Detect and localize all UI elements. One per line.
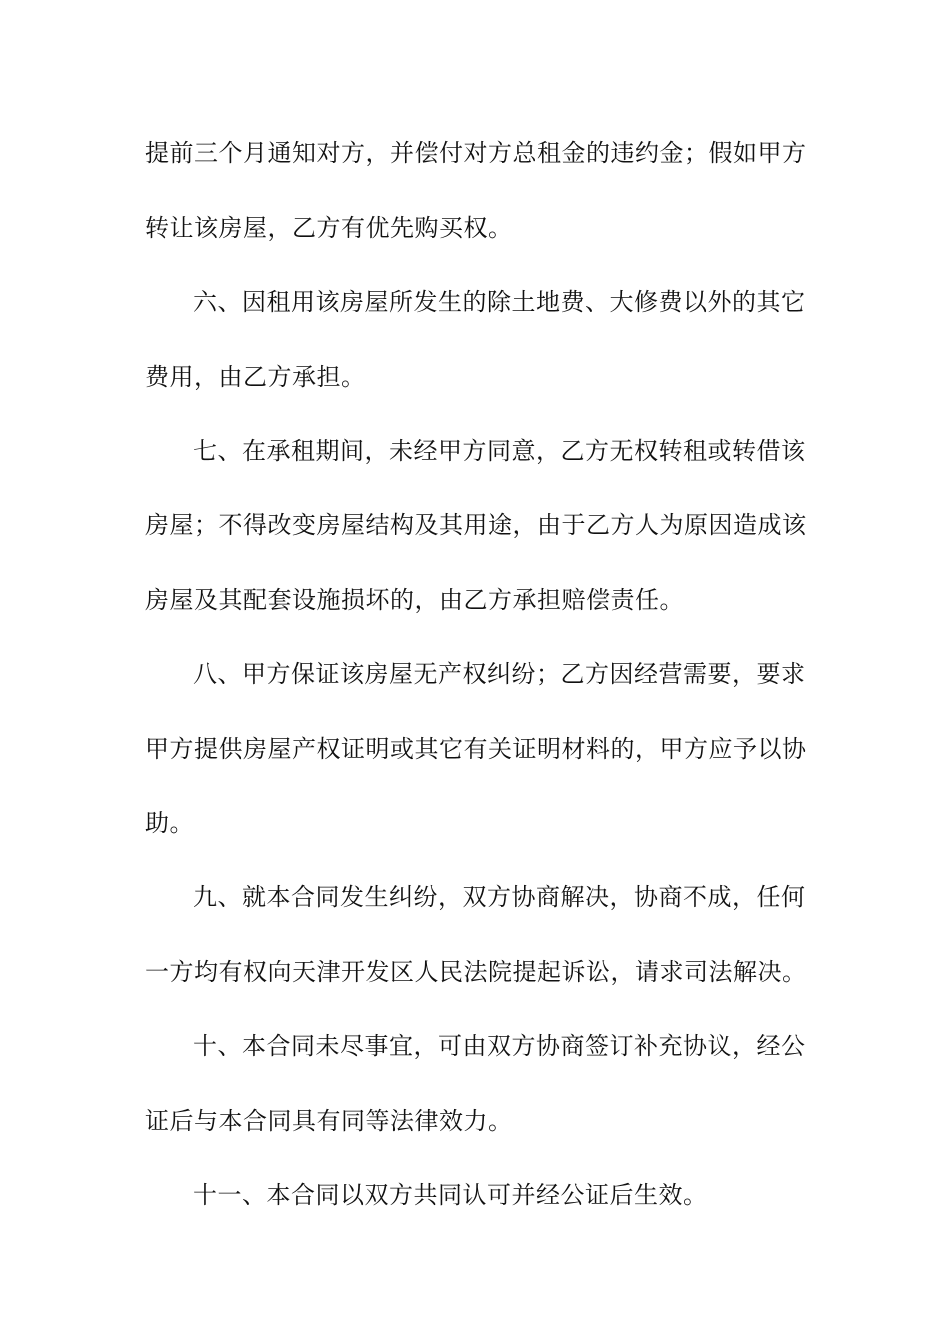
text-line: 费用，由乙方承担。 xyxy=(145,363,366,391)
clause-eleven-line: 十一、本合同以双方共同认可并经公证后生效。 xyxy=(193,1181,708,1209)
text-line: 房屋及其配套设施损坏的，由乙方承担赔偿责任。 xyxy=(145,586,684,614)
clause-eight-line: 八、甲方保证该房屋无产权纠纷；乙方因经营需要，要求 xyxy=(193,660,806,688)
text-line: 转让该房屋，乙方有优先购买权。 xyxy=(145,214,513,242)
clause-seven-line: 七、在承租期间，未经甲方同意，乙方无权转租或转借该 xyxy=(193,437,806,465)
text-line: 房屋；不得改变房屋结构及其用途，由于乙方人为原因造成该 xyxy=(145,511,807,539)
text-line: 证后与本合同具有同等法律效力。 xyxy=(145,1107,513,1135)
clause-nine-line: 九、就本合同发生纠纷，双方协商解决，协商不成，任何 xyxy=(193,883,806,911)
clause-ten-line: 十、本合同未尽事宜，可由双方协商签订补充协议，经公 xyxy=(193,1032,806,1060)
text-line: 助。 xyxy=(145,809,194,837)
clause-six-line: 六、因租用该房屋所发生的除土地费、大修费以外的其它 xyxy=(193,288,806,316)
text-line: 提前三个月通知对方，并偿付对方总租金的违约金；假如甲方 xyxy=(145,139,807,167)
text-line: 一方均有权向天津开发区人民法院提起诉讼，请求司法解决。 xyxy=(145,958,807,986)
text-line: 甲方提供房屋产权证明或其它有关证明材料的，甲方应予以协 xyxy=(145,735,807,763)
